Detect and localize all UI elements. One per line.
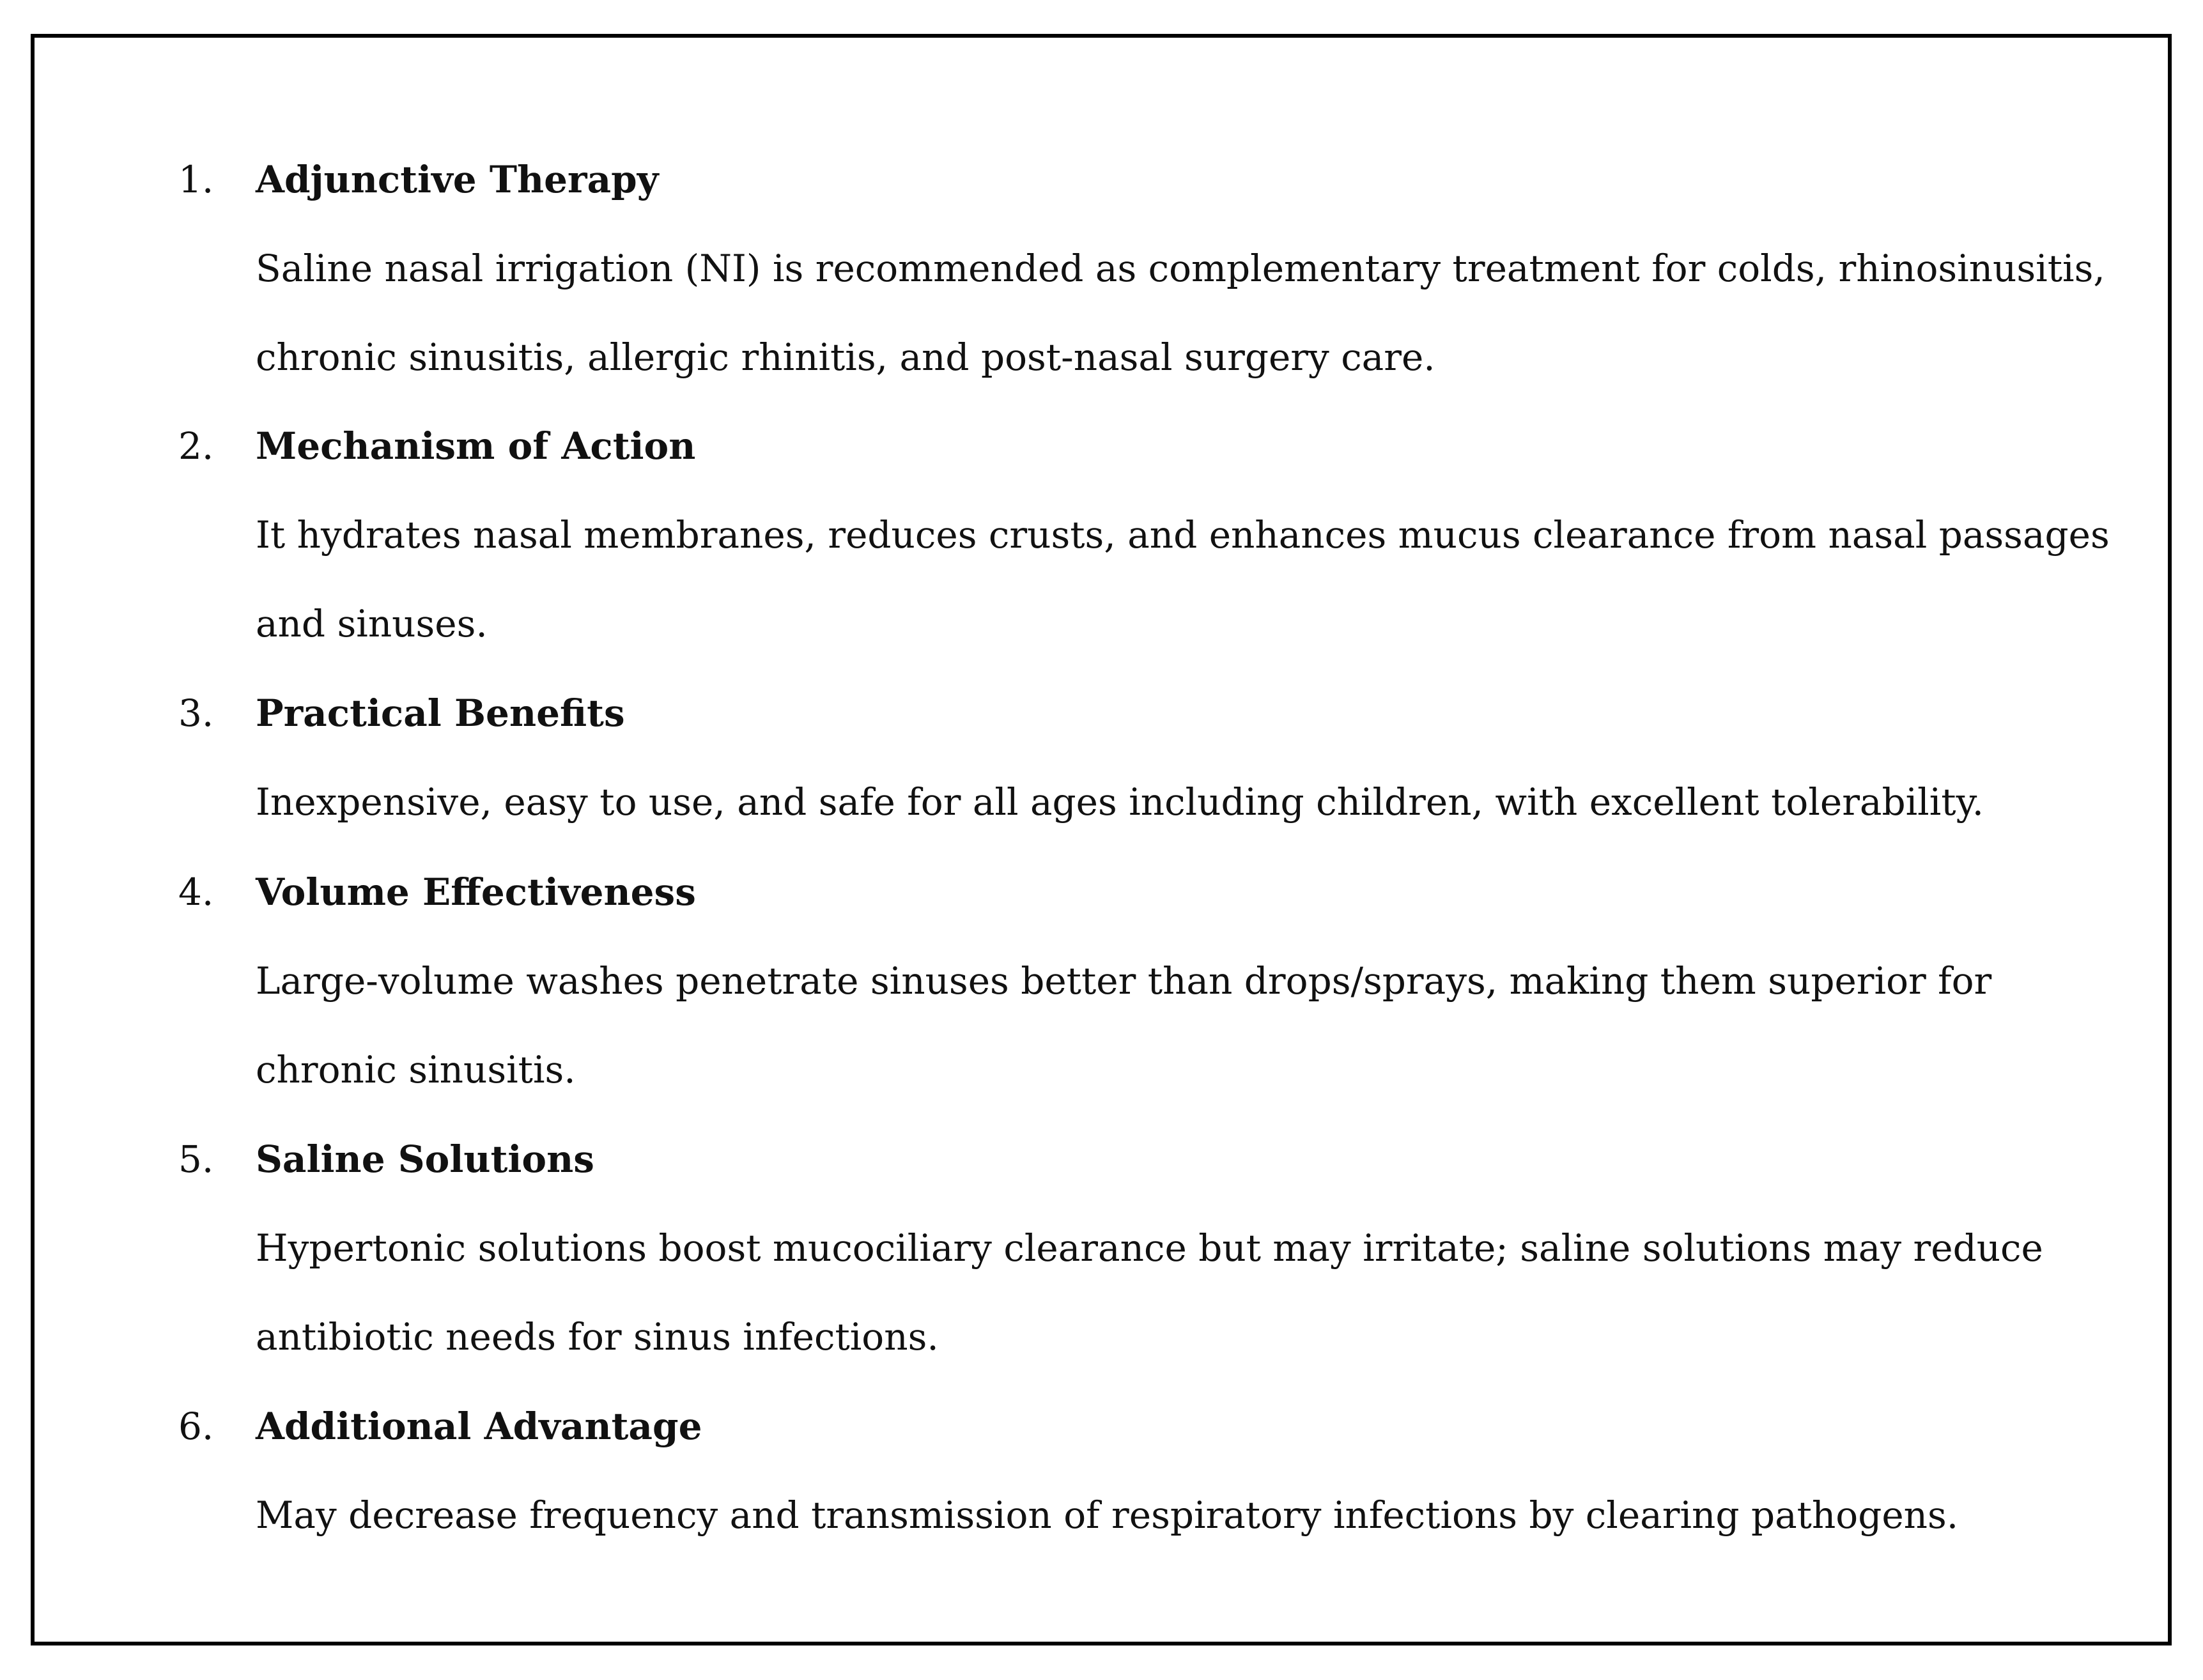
item-text: It hydrates nasal membranes, reduces crusts, and enhances mucus clearance from nasal passages and sinuses. <box>256 513 2110 645</box>
item-title: Practical Benefits <box>256 691 625 735</box>
item-text: Large-volume washes penetrate sinuses better than drops/sprays, making them superior for chronic sinusitis. <box>256 959 1992 1091</box>
item-number: 5. <box>178 1137 214 1181</box>
item-text: May decrease frequency and transmission of respiratory infections by clearing pathogens. <box>256 1493 1959 1537</box>
item-text: Saline nasal irrigation (NI) is recommended as complementary treatment for colds, rhinosinusitis, chronic sinusitis, allergic rhinitis, and post-nasal surgery care. <box>256 247 2105 379</box>
item-title: Additional Advantage <box>256 1405 702 1448</box>
item-number: 3. <box>178 691 214 735</box>
document-frame <box>31 34 2172 1645</box>
item-number: 6. <box>178 1405 214 1448</box>
item-number: 4. <box>178 870 214 914</box>
item-number: 2. <box>178 424 214 468</box>
item-title: Mechanism of Action <box>256 424 696 468</box>
item-title: Saline Solutions <box>256 1137 594 1181</box>
item-text: Inexpensive, easy to use, and safe for all ages including children, with excellent tolerability. <box>256 780 1984 824</box>
numbered-list <box>35 38 2168 1642</box>
item-number: 1. <box>178 158 214 201</box>
item-text: Hypertonic solutions boost mucociliary clearance but may irritate; saline solutions may reduce antibiotic needs for sinus infections. <box>256 1226 2043 1359</box>
item-title: Adjunctive Therapy <box>256 158 659 201</box>
item-title: Volume Effectiveness <box>256 870 696 914</box>
